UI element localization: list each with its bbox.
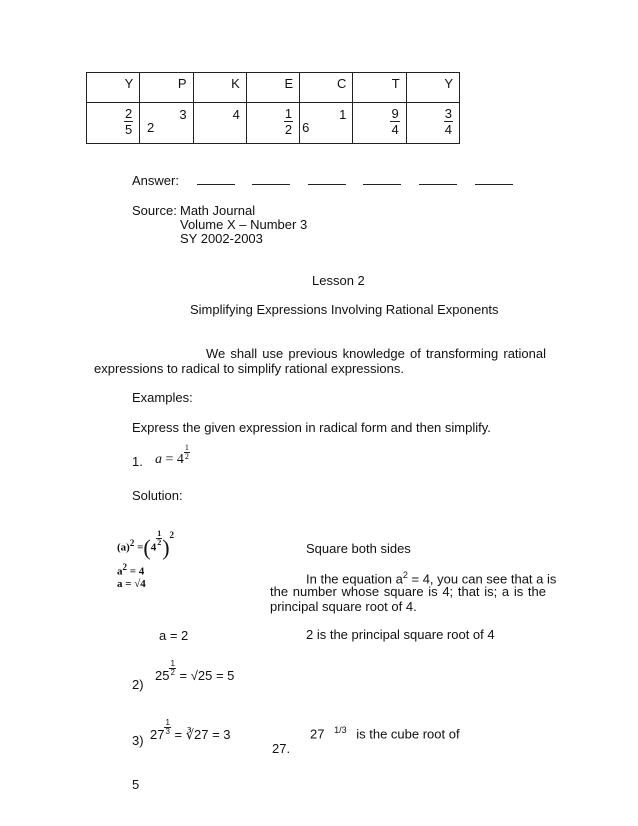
answer-value: 1 <box>339 107 347 122</box>
lesson-subtitle: Simplifying Expressions Involving Rational Exponents <box>190 302 499 317</box>
source-line: Volume X – Number 3 <box>180 217 308 232</box>
answer-value: 4 <box>232 107 240 122</box>
intro-line: expressions to radical to simplify rational expressions. <box>94 361 404 376</box>
key-answer-cell <box>87 103 155 144</box>
note-square-both-sides: Square both sides <box>306 541 411 556</box>
step-square-both-sides: $(a)^2 =(4$ $\frac{1}{2}$ )$^2$ <box>117 529 175 560</box>
result-a-equals-2: a = 2 <box>159 628 189 643</box>
example-2-expression: 25 $\frac{1}{2}$ = √25 = 5 <box>155 659 235 683</box>
note-principal-root: 2 is the principal square root of 4 <box>306 627 495 642</box>
key-letter: Y <box>406 73 459 103</box>
example-3-expression: 27 $\frac{1}{3}$ = ∛27 = 3 <box>150 718 231 742</box>
note-equation: In the equation $a^2 = 4$, you can see that a is <box>306 570 557 587</box>
answer-blank[interactable] <box>363 183 401 185</box>
answer-blank[interactable] <box>308 183 346 185</box>
answer-key-table <box>86 72 460 144</box>
fraction: $\frac{2}{5}$ <box>125 106 133 137</box>
key-answer-cell <box>193 103 246 144</box>
fraction: $\frac{1}{2}$ <box>284 106 293 137</box>
example-number: 3) <box>132 733 144 748</box>
fraction: $\frac{3}{4}$ <box>444 106 452 137</box>
note-cube-root-line: 27. <box>272 741 291 756</box>
page-number: 5 <box>132 777 140 792</box>
source-line: SY 2002-2003 <box>180 231 263 246</box>
answer-label: Answer: <box>132 173 179 188</box>
step-a-squared: $a^2 = 4$ <box>117 562 145 578</box>
key-letter: C <box>300 73 353 103</box>
answer-blank[interactable] <box>419 183 457 185</box>
key-answer-cell <box>140 103 193 144</box>
answer-blank[interactable] <box>475 183 513 185</box>
example-1-expression: a = 4 $\frac{1}{2}$ <box>155 443 189 467</box>
key-letter: K <box>193 73 246 103</box>
example-number: 1. <box>132 454 143 469</box>
answer-blank[interactable] <box>197 183 235 185</box>
key-letter: E <box>246 73 299 103</box>
step-a-root: a = √4 <box>117 578 146 590</box>
source-line: Math Journal <box>180 203 256 218</box>
answer-value: 3 <box>179 107 187 122</box>
aside-number: 6 <box>302 120 310 135</box>
intro-line: We shall use previous knowledge of transforming rational <box>206 346 546 361</box>
instruction: Express the given expression in radical form and then simplify. <box>132 420 491 435</box>
note-equation-line: the number whose square is 4; that is; a is the <box>270 584 546 599</box>
key-answer-cell <box>353 103 406 144</box>
key-letters-row <box>87 73 460 103</box>
key-answer-cell <box>406 103 459 144</box>
exponent-fraction: $\frac{1}{2}$ <box>184 443 189 461</box>
key-answer-cell <box>300 103 353 144</box>
aside-number: 2 <box>147 120 155 135</box>
solution-label: Solution: <box>132 488 183 503</box>
lesson-title: Lesson 2 <box>312 273 365 288</box>
key-answer-cell <box>246 103 299 144</box>
answer-blank[interactable] <box>252 183 290 185</box>
key-letter: T <box>353 73 406 103</box>
examples-label: Examples: <box>132 390 193 405</box>
source-label: Source: <box>132 203 177 218</box>
key-letter: P <box>140 73 193 103</box>
note-cube-root: 27 $^{1/3}$ is the cube root of <box>310 725 460 742</box>
exponent-fraction: $\frac{1}{2}$ <box>170 659 175 677</box>
answer-line <box>132 173 513 188</box>
example-number: 2) <box>132 677 144 692</box>
note-equation-line: principal square root of 4. <box>270 599 417 614</box>
fraction: $\frac{9}{4}$ <box>391 106 399 137</box>
key-answers-row <box>87 103 460 144</box>
exponent-fraction: $\frac{1}{3}$ <box>165 718 170 736</box>
key-letter: Y <box>87 73 140 103</box>
